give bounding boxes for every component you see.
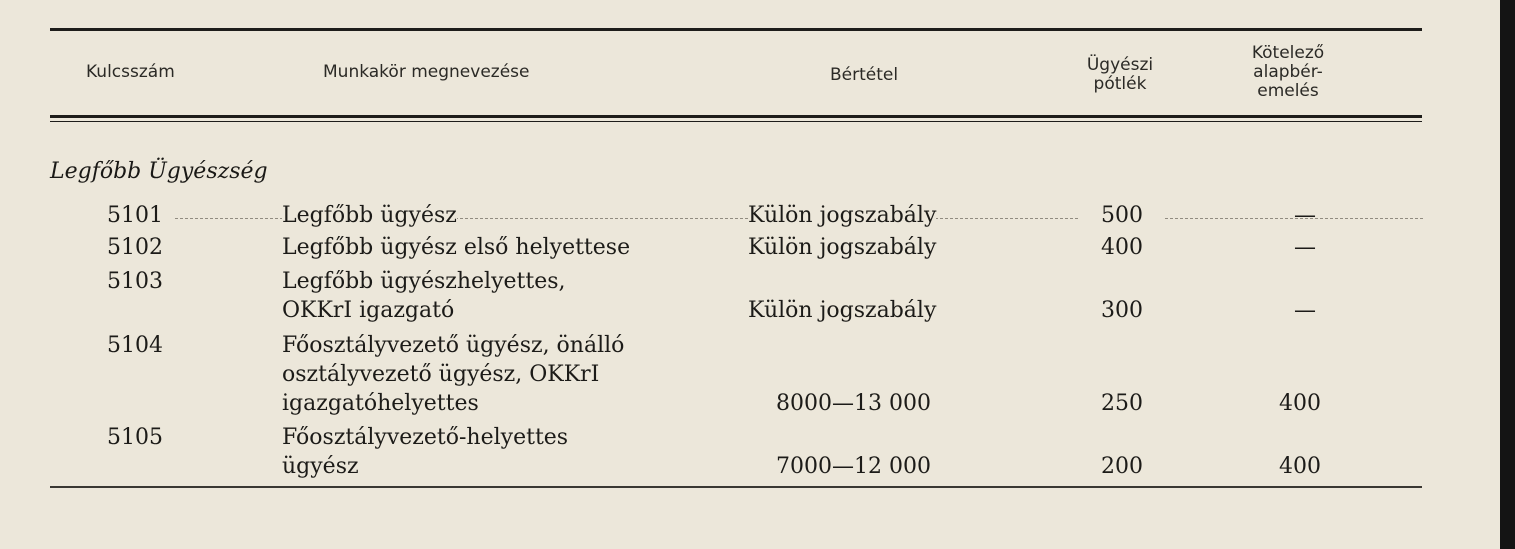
header-raise-line1: Kötelező (1251, 43, 1325, 63)
row-allowance: 400 (1101, 235, 1143, 260)
row-title-line: Főosztályvezető-helyettes (282, 425, 569, 450)
row-code: 5103 (107, 269, 163, 294)
header-code: Kulcsszám (86, 62, 175, 82)
row-title: Legfőbb ügyész (282, 203, 457, 228)
row-code: 5102 (107, 235, 163, 260)
row-title-line: ügyész (282, 454, 359, 479)
row-title-line: OKKrI igazgató (282, 298, 455, 323)
header-raise-line3: emelés (1257, 81, 1319, 101)
header-bottom-rule (50, 115, 1422, 118)
row-allowance: 500 (1080, 203, 1164, 229)
header-bottom-rule-thin (50, 121, 1422, 122)
row-allowance: 300 (1101, 298, 1143, 323)
row-title-line: igazgatóhelyettes (282, 391, 479, 416)
section-title: Legfőbb Ügyészség (50, 159, 268, 184)
row-title-line: Főosztályvezető ügyész, önálló (282, 333, 625, 358)
row-salary: Külön jogszabály (748, 203, 937, 228)
row-title: Legfőbb ügyész első helyettese (282, 235, 631, 260)
row-allowance: 200 (1101, 454, 1143, 479)
bottom-rule (50, 486, 1422, 488)
row-raise: 400 (1279, 454, 1321, 479)
row-allowance: 250 (1101, 391, 1143, 416)
row-raise: 400 (1279, 391, 1321, 416)
row-code: 5105 (107, 425, 163, 450)
row-code: 5101 (107, 203, 163, 228)
row-title-line: osztályvezető ügyész, OKKrI (282, 362, 600, 387)
top-rule (50, 28, 1422, 31)
header-allowance-line1: Ügyészi (1086, 55, 1154, 75)
row-salary: 7000—12 000 (776, 454, 931, 479)
row-salary: 8000—13 000 (776, 391, 931, 416)
header-raise (1236, 44, 1340, 101)
header-allowance-line2: pótlék (1093, 74, 1147, 94)
row-salary: Külön jogszabály (748, 235, 937, 260)
scan-edge (1500, 0, 1515, 549)
header-salary: Bértétel (830, 65, 899, 85)
row-raise: — (1294, 298, 1316, 323)
row-raise: — (1294, 235, 1316, 260)
row-title-line: Legfőbb ügyészhelyettes, (282, 269, 566, 294)
row-code: 5104 (107, 333, 163, 358)
row-salary: Külön jogszabály (748, 298, 937, 323)
header-title: Munkakör megnevezése (323, 62, 530, 82)
row-raise: — (1294, 203, 1316, 228)
header-raise-line2: alapbér- (1253, 62, 1323, 82)
header-allowance (1072, 56, 1168, 94)
